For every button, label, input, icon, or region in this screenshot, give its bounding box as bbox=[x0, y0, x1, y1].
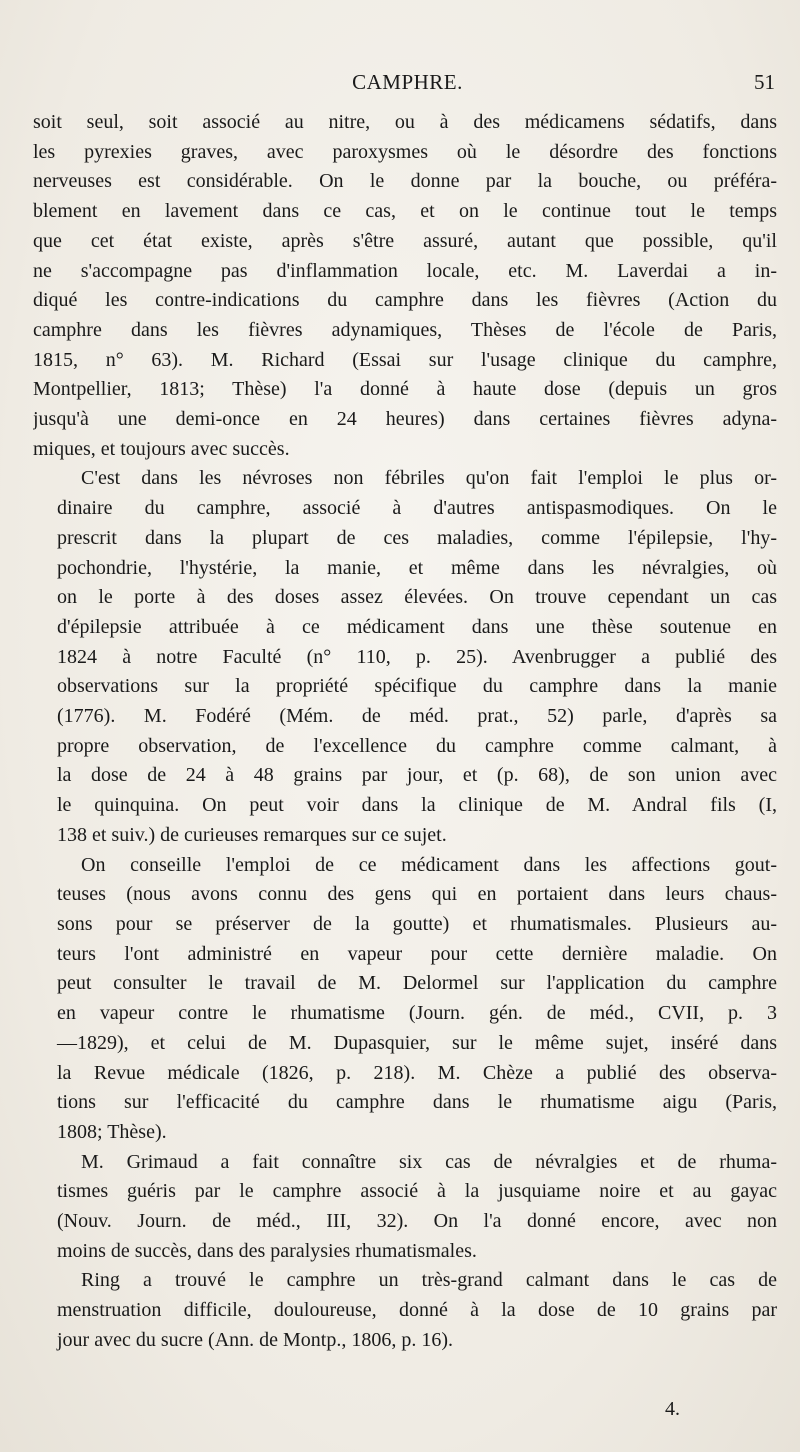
text-line: dinaire du camphre, associé à d'autres antispasmodiques. On le bbox=[57, 497, 777, 520]
text-line: teurs l'ont administré en vapeur pour cette dernière maladie. On bbox=[57, 942, 777, 965]
text-line: blement en lavement dans ce cas, et on le continue tout le temps bbox=[33, 200, 777, 223]
running-title: CAMPHRE. bbox=[352, 70, 463, 94]
text-line: jour avec du sucre (Ann. de Montp., 1806, p. 16). bbox=[57, 1328, 454, 1351]
signature-mark: 4. bbox=[665, 1398, 680, 1420]
text-line: sons pour se préserver de la goutte) et rhumatismales. Plusieurs au- bbox=[57, 912, 777, 935]
text-line: 138 et suiv.) de curieuses remarques sur ce sujet. bbox=[57, 823, 447, 846]
text-line: miques, et toujours avec succès. bbox=[33, 437, 290, 460]
text-line: M. Grimaud a fait connaître six cas de névralgies et de rhuma- bbox=[81, 1150, 777, 1173]
text-line: tions sur l'efficacité du camphre dans le rhumatisme aigu (Paris, bbox=[57, 1091, 777, 1114]
text-line: menstruation difficile, douloureuse, donné à la dose de 10 grains par bbox=[57, 1299, 777, 1322]
text-line: le quinquina. On peut voir dans la clinique de M. Andral fils (I, bbox=[57, 794, 777, 817]
text-line: la Revue médicale (1826, p. 218). M. Chèze a publié des observa- bbox=[57, 1061, 777, 1084]
text-line: prescrit dans la plupart de ces maladies, comme l'épilepsie, l'hy- bbox=[57, 526, 777, 549]
paragraph bbox=[33, 108, 777, 464]
text-line: diqué les contre-indications du camphre dans les fièvres (Action du bbox=[33, 289, 777, 312]
paragraph bbox=[33, 1266, 777, 1355]
text-line: On conseille l'emploi de ce médicament dans les affections gout- bbox=[81, 853, 777, 876]
page-number: 51 bbox=[754, 70, 775, 94]
text-line: on le porte à des doses assez élevées. On trouve cependant un cas bbox=[57, 586, 777, 609]
text-line: pochondrie, l'hystérie, la manie, et même dans les névralgies, où bbox=[57, 556, 777, 579]
text-line: moins de succès, dans des paralysies rhumatismales. bbox=[57, 1239, 477, 1262]
text-line: soit seul, soit associé au nitre, ou à des médicamens sédatifs, dans bbox=[33, 111, 777, 133]
text-line: peut consulter le travail de M. Delormel sur l'application du camphre bbox=[57, 972, 777, 995]
page-header bbox=[40, 70, 775, 106]
text-line: jusqu'à une demi-once en 24 heures) dans certaines fièvres adyna- bbox=[33, 408, 777, 431]
text-line: 1815, n° 63). M. Richard (Essai sur l'usage clinique du camphre, bbox=[33, 348, 777, 371]
body-text bbox=[33, 108, 777, 1356]
text-line: tismes guéris par le camphre associé à la jusquiame noire et au gayac bbox=[57, 1180, 777, 1203]
text-line: 1808; Thèse). bbox=[57, 1120, 167, 1143]
text-line: observations sur la propriété spécifique du camphre dans la manie bbox=[57, 675, 777, 698]
paragraph bbox=[33, 851, 777, 1148]
text-line: teuses (nous avons connu des gens qui en portaient dans leurs chaus- bbox=[57, 883, 777, 906]
text-line: Ring a trouvé le camphre un très-grand calmant dans le cas de bbox=[81, 1269, 777, 1292]
text-line: C'est dans les névroses non fébriles qu'on fait l'emploi le plus or- bbox=[81, 467, 777, 490]
text-line: Montpellier, 1813; Thèse) l'a donné à haute dose (depuis un gros bbox=[33, 378, 777, 401]
text-line: la dose de 24 à 48 grains par jour, et (p. 68), de son union avec bbox=[57, 764, 777, 787]
text-line: nerveuses est considérable. On le donne par la bouche, ou préféra- bbox=[33, 170, 777, 193]
paragraph bbox=[33, 1148, 777, 1267]
text-line: que cet état existe, après s'être assuré, autant que possible, qu'il bbox=[33, 229, 777, 252]
text-line: d'épilepsie attribuée à ce médicament dans une thèse soutenue en bbox=[57, 615, 777, 638]
text-line: propre observation, de l'excellence du camphre comme calmant, à bbox=[57, 734, 777, 757]
text-line: —1829), et celui de M. Dupasquier, sur le même sujet, inséré dans bbox=[57, 1031, 777, 1054]
text-line: les pyrexies graves, avec paroxysmes où le désordre des fonctions bbox=[33, 140, 777, 163]
paragraph bbox=[33, 464, 777, 850]
text-line: camphre dans les fièvres adynamiques, Thèses de l'école de Paris, bbox=[33, 318, 777, 341]
text-line: (Nouv. Journ. de méd., III, 32). On l'a donné encore, avec non bbox=[57, 1210, 777, 1233]
text-line: (1776). M. Fodéré (Mém. de méd. prat., 52) parle, d'après sa bbox=[57, 705, 777, 728]
text-line: 1824 à notre Faculté (n° 110, p. 25). Avenbrugger a publié des bbox=[57, 645, 777, 668]
text-line: en vapeur contre le rhumatisme (Journ. gén. de méd., CVII, p. 3 bbox=[57, 1002, 777, 1025]
text-line: ne s'accompagne pas d'inflammation locale, etc. M. Laverdai a in- bbox=[33, 259, 777, 282]
